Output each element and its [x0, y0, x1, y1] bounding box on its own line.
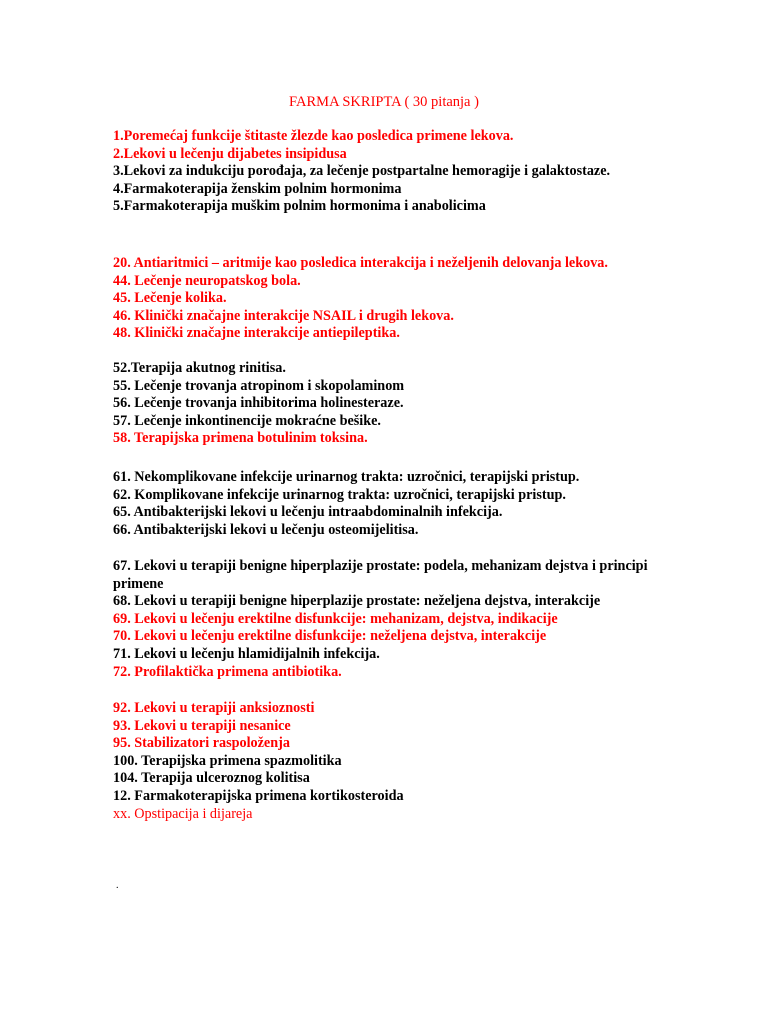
question-item: 52.Terapija akutnog rinitisa. [113, 360, 286, 376]
question-item: 12. Farmakoterapijska primena kortikosteroida [113, 787, 404, 804]
question-item: 65. Antibakterijski lekovi u lečenju intraabdominalnih infekcija. [113, 504, 503, 521]
question-block [113, 128, 673, 216]
question-item: 104. Terapija ulceroznog kolitisa [113, 770, 310, 787]
question-item: 56. Lečenje trovanja inhibitorima holinesteraze. [113, 395, 404, 412]
question-block [113, 255, 673, 343]
question-item: 20. Antiaritmici – aritmije kao posledica interakcija i neželjenih delovanja lekova. [113, 255, 608, 271]
question-item: 58. Terapijska primena botulinim toksina. [113, 430, 368, 447]
question-item: 93. Lekovi u terapiji nesanice [113, 717, 291, 734]
question-item: 92. Lekovi u terapiji anksioznosti [113, 700, 315, 716]
question-item: 95. Stabilizatori raspoloženja [113, 735, 290, 752]
question-block [113, 360, 673, 448]
question-item: 67. Lekovi u terapiji benigne hiperplazije prostate: podela, mehanizam dejstva i principi primene [113, 558, 648, 592]
question-item: 69. Lekovi u lečenju erektilne disfunkcije: mehanizam, dejstva, indikacije [113, 610, 558, 627]
question-item: 66. Antibakterijski lekovi u lečenju osteomijelitisa. [113, 521, 419, 538]
question-item: 2.Lekovi u lečenju dijabetes insipidusa [113, 145, 347, 162]
question-item: 1.Poremećaj funkcije štitaste žlezde kao posledica primene lekova. [113, 128, 514, 144]
question-item: 57. Lečenje inkontinencije mokraćne bešike. [113, 412, 381, 429]
question-item: 46. Klinički značajne interakcije NSAIL i drugih lekova. [113, 307, 454, 324]
document-title: FARMA SKRIPTA ( 30 pitanja ) [289, 94, 479, 110]
question-item: 3.Lekovi za indukciju porođaja, za lečenje postpartalne hemoragije i galaktostaze. [113, 163, 611, 180]
question-item: 48. Klinički značajne interakcije antiepileptika. [113, 325, 400, 342]
question-item: 71. Lekovi u lečenju hlamidijalnih infekcija. [113, 645, 380, 662]
question-block [113, 469, 673, 539]
question-item: 68. Lekovi u terapiji benigne hiperplazije prostate: neželjena dejstva, interakcije [113, 593, 601, 610]
question-item: 100. Terapijska primena spazmolitika [113, 752, 342, 769]
question-item: 45. Lečenje kolika. [113, 290, 227, 307]
question-item: xx. Opstipacija i dijareja [113, 805, 253, 822]
question-block [113, 558, 673, 681]
question-item: 44. Lečenje neuropatskog bola. [113, 272, 301, 289]
question-item: 70. Lekovi u lečenju erektilne disfunkcije: neželjena dejstva, interakcije [113, 628, 547, 645]
question-item: 72. Profilaktička primena antibiotika. [113, 663, 342, 680]
question-item: 5.Farmakoterapija muškim polnim hormonima i anabolicima [113, 198, 486, 215]
question-item: 62. Komplikovane infekcije urinarnog trakta: uzročnici, terapijski pristup. [113, 486, 566, 503]
footer-mark: . [116, 880, 119, 891]
question-item: 61. Nekomplikovane infekcije urinarnog trakta: uzročnici, terapijski pristup. [113, 469, 580, 485]
question-item: 55. Lečenje trovanja atropinom i skopolaminom [113, 377, 405, 394]
question-block [113, 700, 673, 823]
question-item: 4.Farmakoterapija ženskim polnim hormonima [113, 180, 402, 197]
